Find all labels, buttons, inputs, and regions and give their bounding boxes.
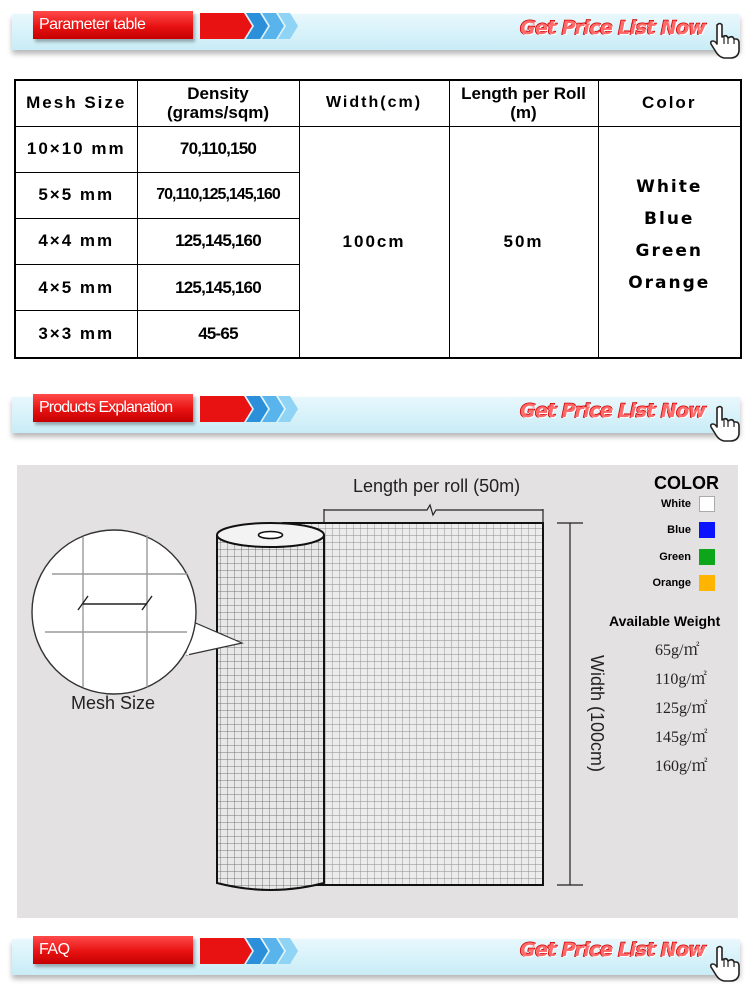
color-legend-name: Orange bbox=[652, 577, 691, 589]
header-length bbox=[449, 80, 598, 126]
density-cell: 70,110,150 bbox=[137, 126, 299, 172]
color-legend-title: COLOR bbox=[654, 473, 719, 493]
length-dimension bbox=[324, 505, 543, 523]
color-legend-name: Blue bbox=[667, 524, 691, 536]
color-swatch bbox=[699, 549, 715, 565]
get-price-list-link[interactable]: Get Price List Now bbox=[520, 939, 706, 961]
density-cell: 125,145,160 bbox=[137, 265, 299, 311]
get-price-list-link[interactable]: Get Price List Now bbox=[520, 400, 706, 422]
width-value-cell: 100cm bbox=[299, 126, 449, 358]
chevron-arrows-icon bbox=[200, 11, 300, 41]
color-legend-item bbox=[617, 496, 717, 514]
weight-value: 160g/㎡ bbox=[655, 758, 708, 775]
table-row bbox=[15, 126, 741, 172]
color-option: Blue bbox=[644, 208, 695, 229]
density-cell: 45-65 bbox=[137, 311, 299, 358]
width-label: Width (100cm) bbox=[587, 655, 607, 773]
color-legend-name: White bbox=[661, 498, 691, 510]
color-legend-item bbox=[617, 575, 717, 593]
mesh-size-cell: 10×10 mm bbox=[15, 126, 137, 172]
mesh-size-cell: 5×5 mm bbox=[15, 172, 137, 218]
header-color: Color bbox=[598, 80, 741, 126]
color-option: Green bbox=[635, 240, 703, 261]
header-density-line1: Density bbox=[187, 84, 249, 104]
pointer-hand-icon bbox=[708, 22, 742, 60]
density-cell: 70,110,125,145,160 bbox=[137, 172, 299, 218]
mesh-magnifier bbox=[32, 530, 242, 694]
section-title: Products Explanation bbox=[33, 394, 193, 422]
mesh-roll bbox=[217, 523, 324, 890]
header-mesh-size: Mesh Size bbox=[15, 80, 137, 126]
color-option: Orange bbox=[628, 272, 711, 293]
color-legend-item bbox=[617, 549, 717, 567]
get-price-list-link[interactable]: Get Price List Now bbox=[520, 17, 706, 39]
header-density bbox=[137, 80, 299, 126]
width-dimension bbox=[557, 523, 583, 885]
available-weight-title: Available Weight bbox=[609, 613, 721, 629]
parameter-table bbox=[14, 79, 742, 359]
color-option: White bbox=[636, 176, 703, 197]
header-length-line2: (m) bbox=[510, 103, 537, 123]
color-swatch bbox=[699, 575, 715, 591]
pointer-hand-icon bbox=[708, 945, 742, 983]
header-width: Width(cm) bbox=[299, 80, 449, 126]
chevron-arrows-icon bbox=[200, 394, 300, 424]
section-title: Parameter table bbox=[33, 11, 193, 39]
pointer-hand-icon bbox=[708, 405, 742, 443]
length-label: Length per roll (50m) bbox=[353, 476, 521, 496]
chevron-arrows-icon bbox=[200, 936, 300, 966]
color-swatch bbox=[699, 496, 715, 512]
color-legend-item bbox=[617, 522, 717, 540]
mesh-size-label: Mesh Size bbox=[71, 693, 156, 713]
mesh-size-cell: 4×4 mm bbox=[15, 218, 137, 264]
product-diagram-panel bbox=[17, 465, 738, 918]
weight-value: 125g/㎡ bbox=[655, 700, 708, 717]
table-header-row bbox=[15, 80, 741, 126]
length-value-cell: 50m bbox=[449, 126, 598, 358]
products-explanation-banner bbox=[0, 383, 750, 441]
color-legend-name: Green bbox=[659, 551, 691, 563]
mesh-size-cell: 3×3 mm bbox=[15, 311, 137, 358]
section-title: FAQ bbox=[33, 936, 193, 964]
parameter-table-banner bbox=[0, 0, 750, 58]
density-cell: 125,145,160 bbox=[137, 218, 299, 264]
faq-banner bbox=[0, 925, 750, 983]
weight-value: 110g/㎡ bbox=[655, 671, 707, 688]
mesh-size-cell: 4×5 mm bbox=[15, 265, 137, 311]
header-length-line1: Length per Roll bbox=[461, 84, 586, 104]
weight-value: 65g/㎡ bbox=[655, 642, 700, 659]
colors-cell bbox=[598, 126, 741, 358]
color-swatch bbox=[699, 522, 715, 538]
weight-value: 145g/㎡ bbox=[655, 729, 708, 746]
header-density-line2: (grams/sqm) bbox=[166, 103, 270, 123]
